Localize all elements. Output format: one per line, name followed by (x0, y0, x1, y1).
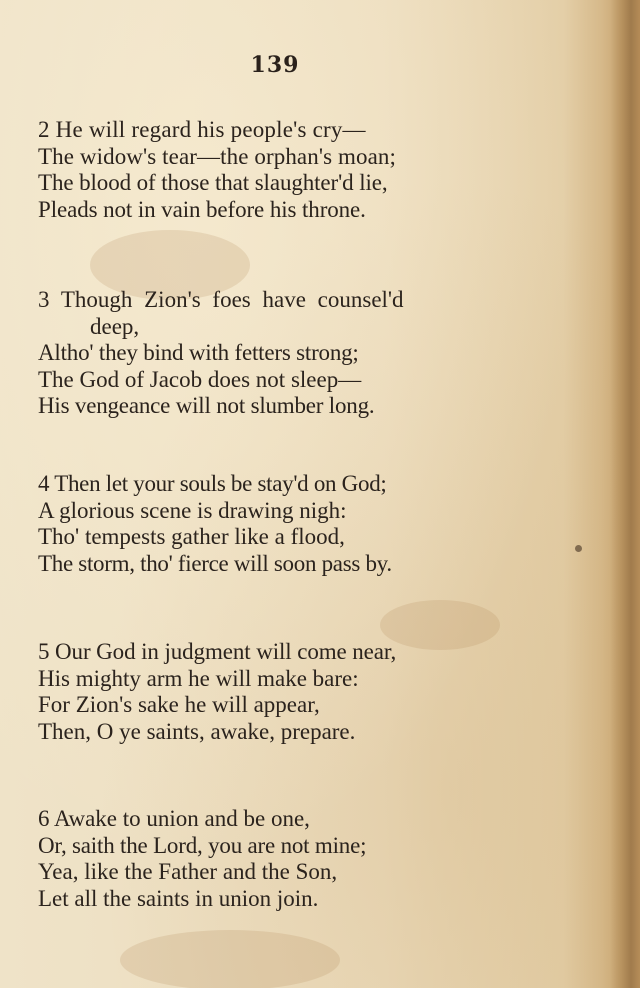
verse-line: Tho' tempests gather like a flood, (38, 524, 345, 549)
verse-line: 2 He will regard his people's cry— (38, 117, 366, 142)
paper-stain (120, 930, 340, 988)
verse-line: Altho' they bind with fetters strong; (38, 340, 359, 365)
verse-line: Then, O ye saints, awake, prepare. (38, 718, 356, 744)
verse-3 (38, 287, 538, 420)
verse-line: The storm, tho' fierce will soon pass by. (38, 550, 392, 576)
verse-line: deep, (90, 313, 140, 339)
verse-line: His vengeance will not slumber long. (38, 393, 375, 418)
verse-line: The God of Jacob does not sleep— (38, 366, 362, 392)
verse-line: The blood of those that slaughter'd lie, (38, 170, 388, 195)
verse-line: His mighty arm he will make bare: (38, 665, 359, 691)
verse-6 (38, 806, 538, 912)
verse-line: 5 Our God in judgment will come near, (38, 639, 397, 664)
verse-line: Let all the saints in union join. (38, 885, 319, 911)
verse-4 (38, 471, 538, 577)
verse-line: Pleads not in vain before his throne. (38, 196, 366, 222)
verse-line: Yea, like the Father and the Son, (38, 859, 338, 884)
verse-line: Or, saith the Lord, you are not mine; (38, 832, 367, 858)
verse-line: A glorious scene is drawing nigh: (38, 497, 347, 523)
verse-5 (38, 639, 538, 745)
verse-line: The widow's tear—the orphan's moan; (38, 143, 396, 169)
verse-line: For Zion's sake he will appear, (38, 692, 320, 717)
verse-2 (38, 117, 538, 223)
page-number: 139 (250, 52, 300, 78)
page-binding-edge (610, 0, 640, 988)
ink-spot (575, 545, 582, 552)
verse-line: 4 Then let your souls be stay'd on God; (38, 471, 387, 496)
verse-line: 3 Though Zion's foes have counsel'd (38, 287, 404, 312)
verse-line: 6 Awake to union and be one, (38, 806, 310, 831)
